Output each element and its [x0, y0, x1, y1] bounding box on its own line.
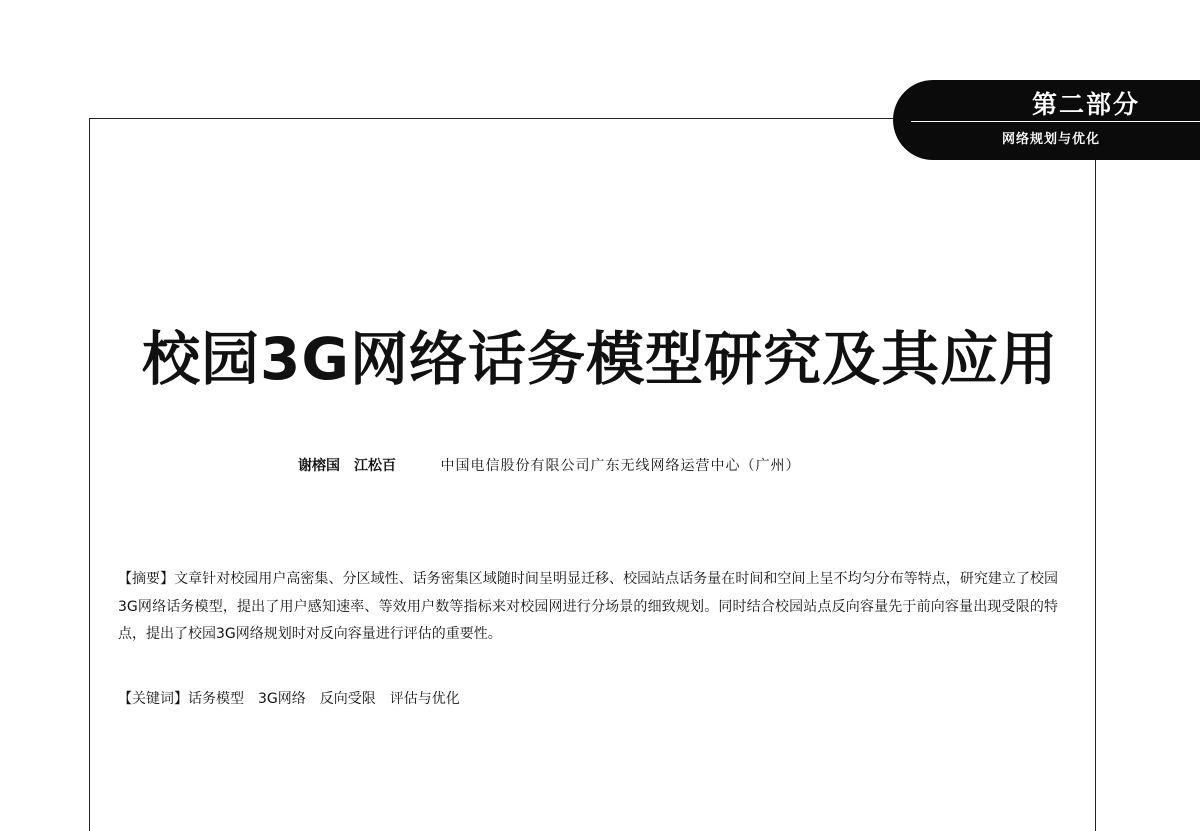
page-frame-right-rule	[1095, 160, 1096, 831]
authors: 谢榕国 江松百	[298, 458, 396, 474]
abstract-label: 【摘要】	[118, 571, 175, 587]
keywords-label: 【关键词】	[118, 691, 188, 707]
keyword: 话务模型	[188, 691, 244, 707]
section-part-label: 第二部分	[1031, 90, 1140, 119]
abstract-text: 文章针对校园用户高密集、分区域性、话务密集区域随时间呈明显迁移、校园站点话务量在时间和空间上呈不均匀分布等特点，研究建立了校园3G网络话务模型，提出了用户感知速率、等效用户数等指标来对校园网进行分场景的细致规划。同时结合校园站点反向容量先于前向容量出现受限的特点，提出了校园3G网络规划时对反向容量进行评估的重要性。	[118, 571, 1058, 642]
section-subtitle: 网络规划与优化	[1001, 132, 1100, 147]
affiliation: 中国电信股份有限公司广东无线网络运营中心（广州）	[440, 458, 801, 474]
keyword: 评估与优化	[389, 691, 460, 707]
byline	[298, 455, 800, 475]
page-frame-top-rule	[89, 118, 900, 119]
section-tab	[893, 80, 1200, 160]
section-tab-divider	[911, 121, 1200, 122]
keyword: 反向受限	[319, 691, 376, 707]
abstract	[118, 566, 1058, 649]
keyword: 3G网络	[258, 691, 306, 707]
page-frame-left-rule	[89, 118, 90, 831]
article-title: 校园3G网络话务模型研究及其应用	[142, 325, 1058, 393]
keywords	[118, 688, 474, 708]
